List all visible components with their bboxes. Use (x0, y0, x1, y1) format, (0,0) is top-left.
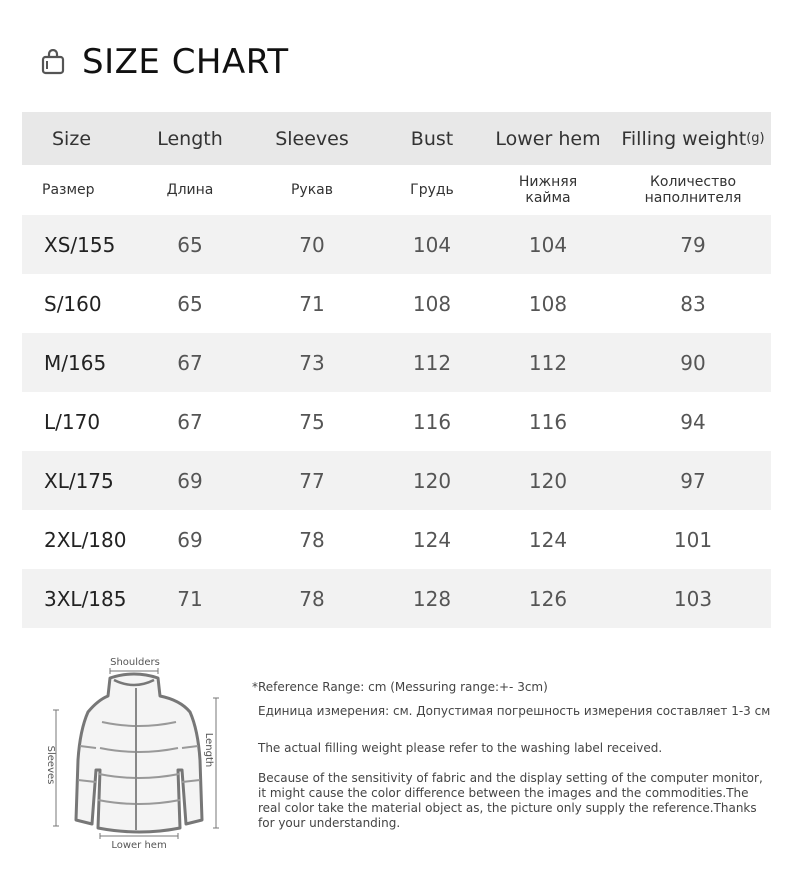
cell-sleeves: 70 (299, 232, 325, 257)
table-subheader (22, 165, 771, 215)
subheader-filling-line1: Количество (649, 174, 737, 190)
page-title: SIZE CHART (82, 42, 289, 82)
table-row (22, 451, 771, 510)
subheader-sleeves: Рукав (290, 182, 333, 198)
table-row (22, 510, 771, 569)
cell-size: L/170 (44, 409, 101, 434)
cell-bust: 128 (412, 586, 452, 611)
subheader-filling (618, 165, 768, 215)
jacket-illustration (40, 650, 230, 860)
subheader-lower-hem-line1: Нижняя (518, 174, 578, 190)
header-size: Size (52, 127, 92, 150)
subheader-filling-line2: наполнителя (644, 190, 742, 206)
subheader-length: Длина (166, 182, 214, 198)
cell-size: 2XL/180 (44, 527, 127, 552)
label-lower-hem: Lower hem (111, 840, 167, 851)
header-lower-hem: Lower hem (495, 127, 601, 150)
table-row (22, 274, 771, 333)
table-header (22, 112, 771, 165)
cell-length: 65 (177, 232, 203, 257)
filling-weight-unit: (g) (746, 131, 765, 146)
cell-bust: 104 (412, 232, 452, 257)
cell-bust: 108 (412, 291, 452, 316)
cell-length: 69 (177, 468, 203, 493)
cell-bust: 124 (412, 527, 452, 552)
cell-filling: 103 (673, 586, 713, 611)
cell-length: 65 (177, 291, 203, 316)
cell-lower-hem: 120 (528, 468, 568, 493)
cell-filling: 97 (680, 468, 706, 493)
cell-sleeves: 77 (299, 468, 325, 493)
subheader-bust: Грудь (410, 182, 454, 198)
cell-size: XL/175 (44, 468, 114, 493)
cell-lower-hem: 108 (528, 291, 568, 316)
cell-lower-hem: 116 (528, 409, 568, 434)
subheader-lower-hem (488, 165, 608, 215)
filling-weight-label: Filling weight (621, 127, 747, 150)
shopping-bag-icon (40, 49, 66, 75)
cell-sleeves: 78 (299, 586, 325, 611)
table-row (22, 569, 771, 628)
cell-filling: 94 (680, 409, 706, 434)
size-chart-table (22, 112, 771, 628)
note-reference: *Reference Range: cm (Messuring range:+- 3cm) (252, 680, 548, 694)
cell-sleeves: 75 (299, 409, 325, 434)
cell-size: 3XL/185 (44, 586, 127, 611)
subheader-size: Размер (42, 182, 95, 198)
note-reference-ru: Единица измерения: см. Допустимая погрешность измерения составляет 1-3 см (258, 704, 771, 718)
cell-lower-hem: 104 (528, 232, 568, 257)
cell-sleeves: 73 (299, 350, 325, 375)
cell-lower-hem: 124 (528, 527, 568, 552)
cell-lower-hem: 112 (528, 350, 568, 375)
table-row (22, 333, 771, 392)
jacket-measurement-diagram (40, 650, 230, 860)
cell-length: 67 (177, 350, 203, 375)
cell-filling: 79 (680, 232, 706, 257)
cell-filling: 101 (673, 527, 713, 552)
label-length: Length (203, 732, 214, 768)
cell-lower-hem: 126 (528, 586, 568, 611)
header-length: Length (157, 127, 223, 150)
cell-size: M/165 (44, 350, 107, 375)
cell-filling: 83 (680, 291, 706, 316)
cell-length: 67 (177, 409, 203, 434)
header-bust: Bust (410, 127, 454, 150)
note-disclaimer: Because of the sensitivity of fabric and the display setting of the computer monitor, it might cause the color difference between the images and the commodities.The real color take the material object as, the picture only supply the reference.Thanks for your understanding. (258, 771, 763, 830)
cell-sleeves: 78 (299, 527, 325, 552)
cell-length: 71 (177, 586, 203, 611)
cell-bust: 120 (412, 468, 452, 493)
table-row (22, 392, 771, 451)
cell-bust: 116 (412, 409, 452, 434)
header-sleeves: Sleeves (275, 127, 349, 150)
table-row (22, 215, 771, 274)
note-filling: The actual filling weight please refer to the washing label received. (258, 741, 663, 755)
subheader-lower-hem-line2: кайма (525, 190, 571, 206)
label-sleeves: Sleeves (45, 745, 56, 785)
label-shoulders: Shoulders (110, 657, 160, 668)
cell-bust: 112 (412, 350, 452, 375)
header-filling-weight (618, 112, 768, 165)
cell-length: 69 (177, 527, 203, 552)
cell-filling: 90 (680, 350, 706, 375)
title-row (40, 40, 289, 84)
cell-sleeves: 71 (299, 291, 325, 316)
cell-size: XS/155 (44, 232, 116, 257)
cell-size: S/160 (44, 291, 102, 316)
